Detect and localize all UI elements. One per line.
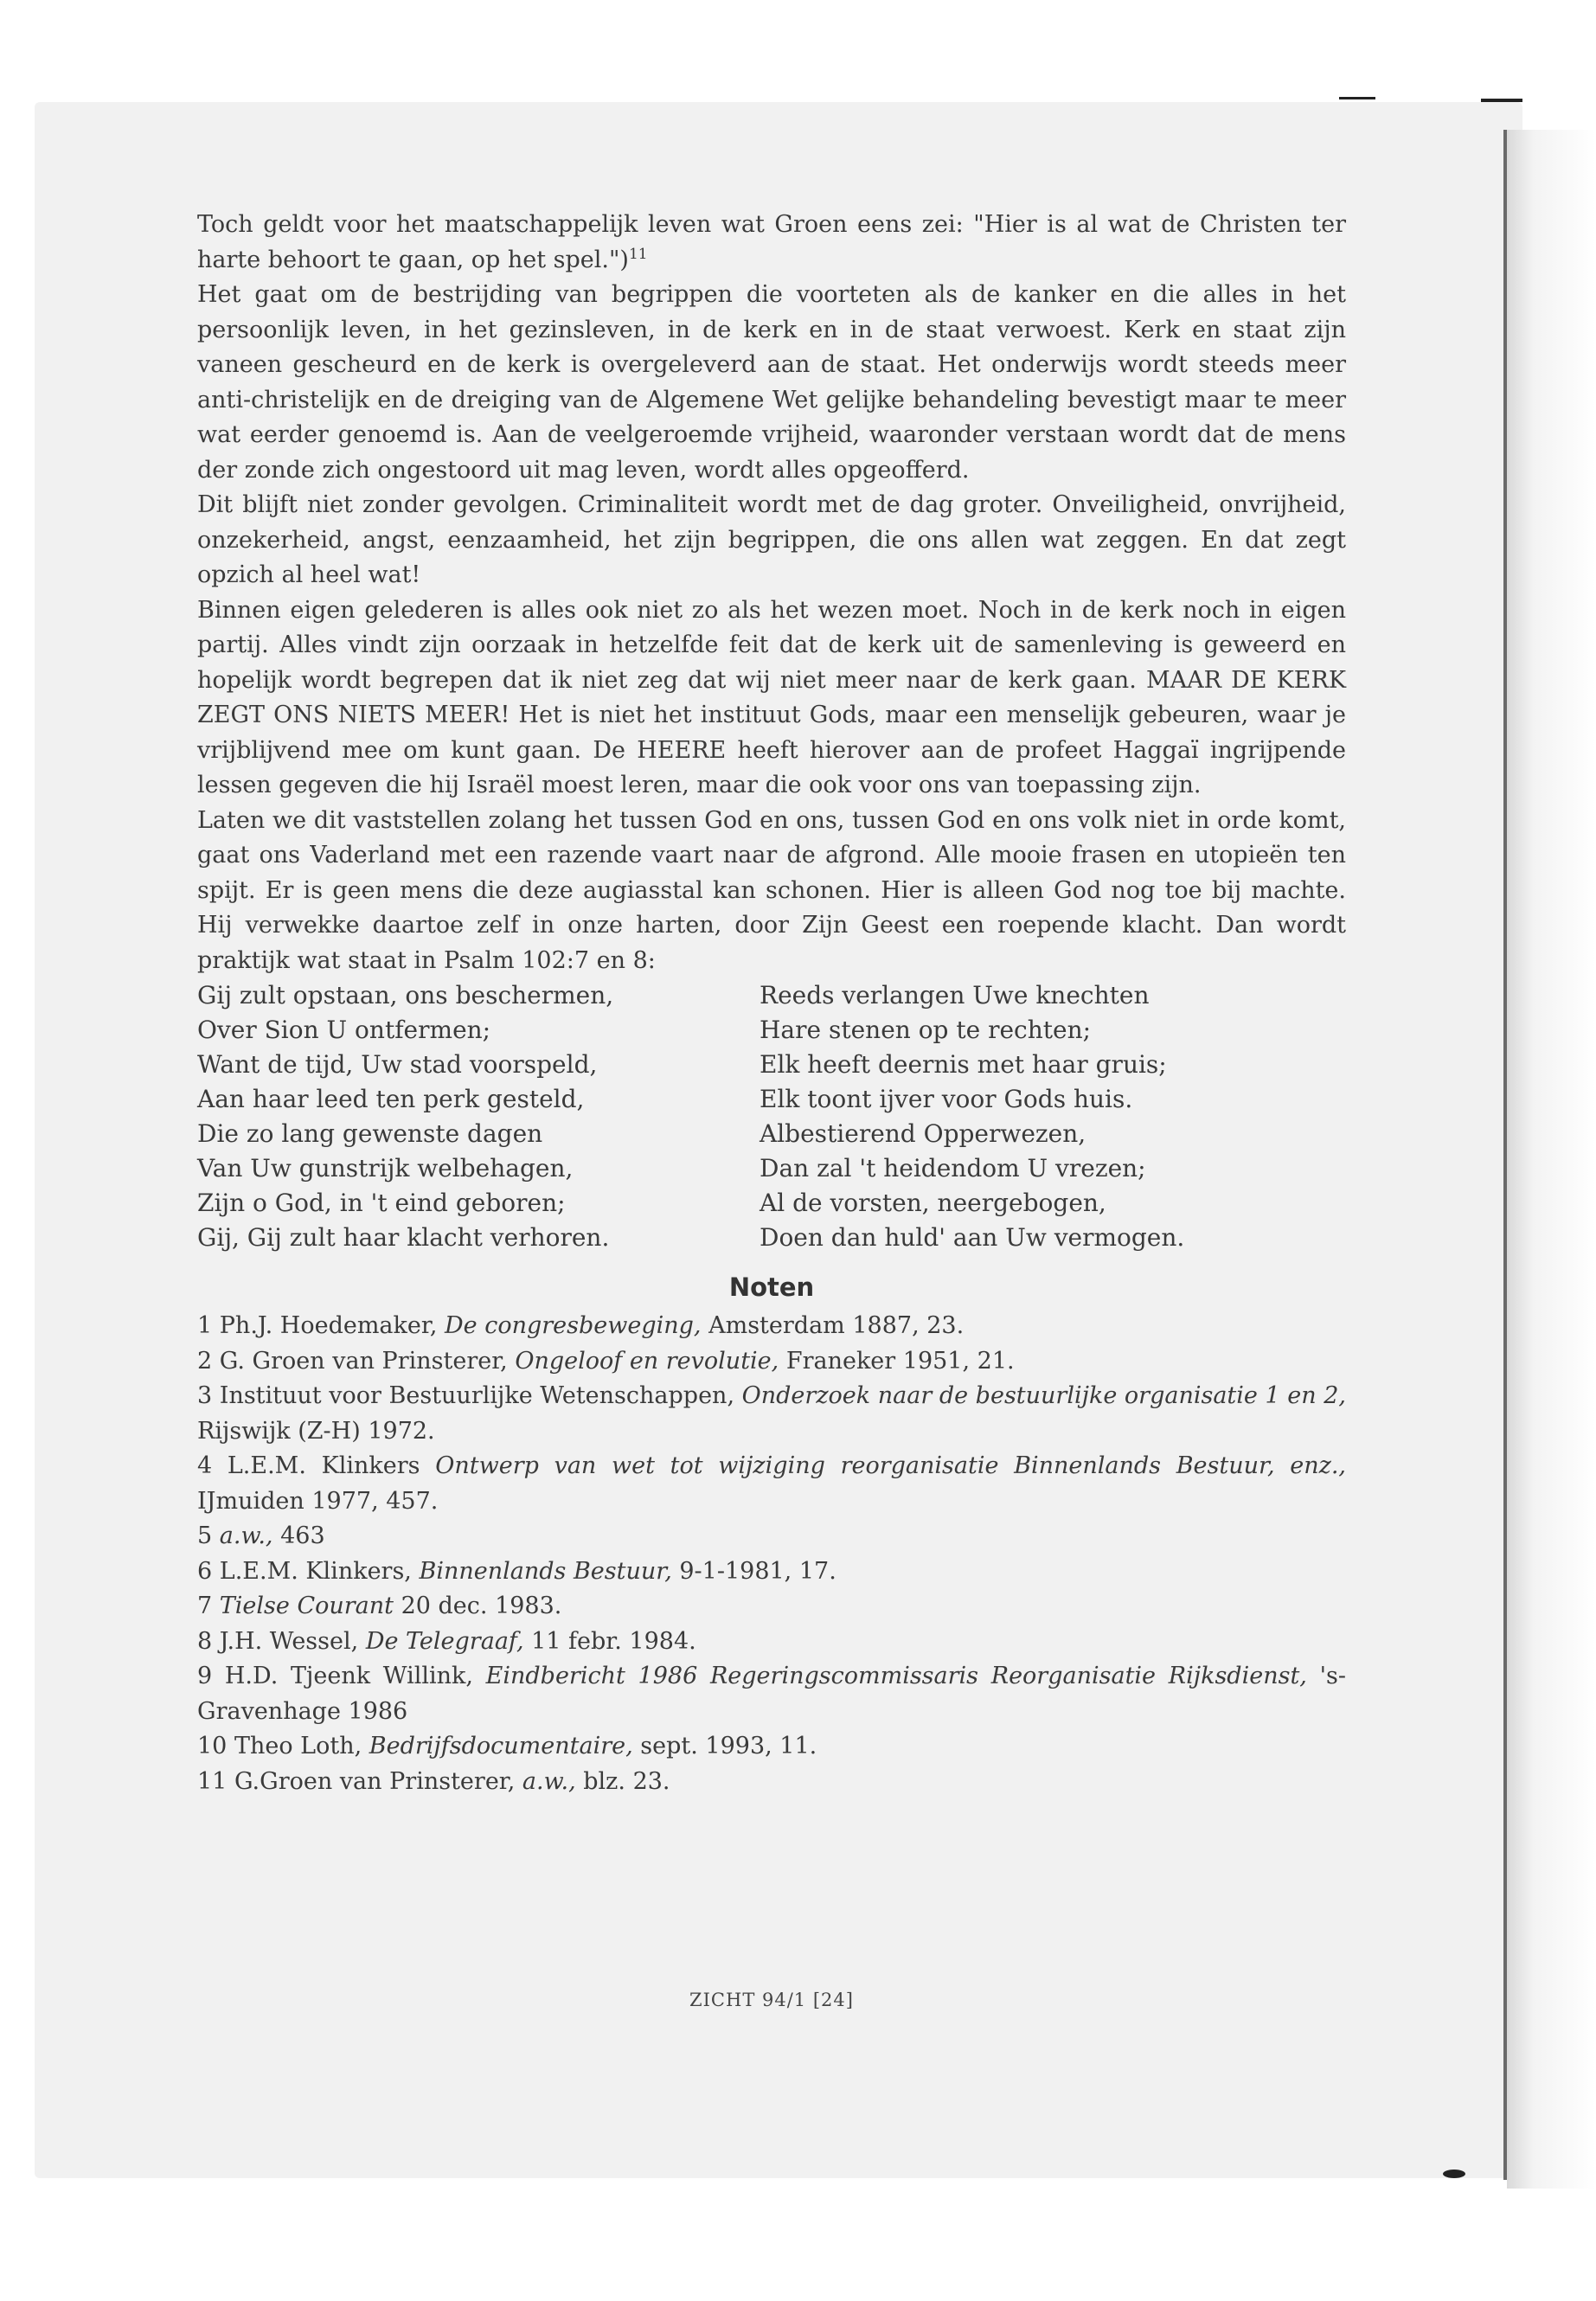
scan-mark bbox=[1443, 2170, 1465, 2178]
verse-line: Albestierend Opperwezen, bbox=[760, 1119, 1086, 1148]
scan-mark bbox=[1481, 99, 1522, 102]
verse-line: Want de tijd, Uw stad voorspeld, bbox=[197, 1050, 598, 1079]
verse-line: Gij, Gij zult haar klacht verhoren. bbox=[197, 1223, 610, 1252]
verse-line: Aan haar leed ten perk gesteld, bbox=[197, 1085, 585, 1113]
verse-line: Al de vorsten, neergebogen, bbox=[760, 1189, 1106, 1217]
verse-line: Doen dan huld' aan Uw vermogen. bbox=[760, 1223, 1185, 1252]
note-item: 8 J.H. Wessel, De Telegraaf, 11 febr. 1984. bbox=[197, 1627, 696, 1655]
footnote-ref: 11 bbox=[628, 245, 648, 263]
verse-line: Dan zal 't heidendom U vrezen; bbox=[760, 1154, 1146, 1183]
verse-column-left bbox=[197, 978, 760, 1255]
verse-line: Elk heeft deernis met haar gruis; bbox=[760, 1050, 1167, 1079]
note-item: 1 Ph.J. Hoedemaker, De congresbeweging, Amsterdam 1887, 23. bbox=[197, 1312, 965, 1339]
verse-line: Van Uw gunstrijk welbehagen, bbox=[197, 1154, 574, 1183]
paragraph: Toch geldt voor het maatschappelijk leven wat Groen eens zei: "Hier is al wat de Christen ter harte behoort te gaan, op het spel.")$^{11}$ bbox=[197, 211, 1346, 273]
note-item: 2 G. Groen van Prinsterer, Ongeloof en revolutie, Franeker 1951, 21. bbox=[197, 1347, 1015, 1375]
scan-mark bbox=[1339, 97, 1375, 99]
notes-heading: Noten bbox=[728, 1272, 815, 1302]
note-item: 11 G.Groen van Prinsterer, a.w., blz. 23. bbox=[197, 1767, 670, 1795]
verse-line: Zijn o God, in 't eind geboren; bbox=[197, 1189, 566, 1217]
verse-line: Over Sion U ontfermen; bbox=[197, 1016, 491, 1044]
paragraph: Binnen eigen gelederen is alles ook niet zo als het wezen moet. Noch in de kerk noch in eigen partij. Alles vindt zijn oorzaak in hetzelfde feit dat de kerk uit de samenleving is geweerd en hopelijk wordt begrepen dat ik niet zeg dat wij niet meer naar de kerk gaan. MAAR DE KERK ZEGT ONS NIETS MEER! Het is niet het instituut Gods, maar een menselijk gebeuren, waar je vrijblijvend mee om kunt gaan. De HEERE heeft hierover aan de profeet Haggaï ingrijpende lessen gegeven die hij Israël moest leren, maar die ook voor ons van toepassing zijn. bbox=[197, 596, 1346, 798]
verse-line: Gij zult opstaan, ons beschermen, bbox=[197, 981, 614, 1009]
psalm-verse bbox=[197, 978, 1346, 1255]
spine-shadow bbox=[1507, 130, 1596, 2189]
note-item: 4 L.E.M. Klinkers Ontwerp van wet tot wijziging reorganisatie Binnenlands Bestuur, enz., IJmuiden 1977, 457. bbox=[197, 1452, 1346, 1515]
paragraph: Dit blijft niet zonder gevolgen. Criminaliteit wordt met de dag groter. Onveiligheid, onvrijheid, onzekerheid, angst, eenzaamheid, het zijn begrippen, die ons allen wat zeggen. En dat zegt opzich al heel wat! bbox=[197, 491, 1346, 588]
verse-line: Die zo lang gewenste dagen bbox=[197, 1119, 543, 1148]
note-item: 5 a.w., 463 bbox=[197, 1522, 325, 1549]
note-item: 10 Theo Loth, Bedrijfsdocumentaire, sept. 1993, 11. bbox=[197, 1733, 817, 1759]
note-item: 3 Instituut voor Bestuurlijke Wetenschappen, Onderzoek naar de bestuurlijke organisatie 1 en 2, Rijswijk (Z-H) 1972. bbox=[197, 1382, 1346, 1445]
note-item: 7 Tielse Courant 20 dec. 1983. bbox=[197, 1593, 562, 1619]
note-item: 9 H.D. Tjeenk Willink, Eindbericht 1986 Regeringscommissaris Reorganisatie Rijksdienst, 's-Gravenhage 1986 bbox=[197, 1663, 1346, 1725]
page-edge-line bbox=[1503, 130, 1507, 2180]
paragraph: Het gaat om de bestrijding van begrippen die voorteten als de kanker en die alles in het persoonlijk leven, in het gezinsleven, in de kerk en in de staat verwoest. Kerk en staat zijn vaneen gescheurd en de kerk is overgeleverd aan de staat. Het onderwijs wordt steeds meer anti-christelijk en de dreiging van de Algemene Wet gelijke behandeling bevestigt maar te meer wat eerder genoemd is. Aan de veelgeroemde vrijheid, waaronder verstaan wordt dat de mens der zonde zich ongestoord uit mag leven, wordt alles opgeofferd. bbox=[197, 281, 1346, 484]
notes-list bbox=[197, 1309, 1346, 1799]
article-body bbox=[197, 208, 1346, 1799]
verse-line: Reeds verlangen Uwe knechten bbox=[760, 981, 1150, 1009]
verse-column-right bbox=[760, 978, 1346, 1255]
paragraph: Laten we dit vaststellen zolang het tussen God en ons, tussen God en ons volk niet in orde komt, gaat ons Vaderland met een razende vaart naar de afgrond. Alle mooie frasen en utopieën ten spijt. Er is geen mens die deze augiasstal kan schonen. Hier is alleen God nog toe bij machte. Hij verwekke daartoe zelf in onze harten, door Zijn Geest een roepende klacht. Dan wordt praktijk wat staat in Psalm 102:7 en 8: bbox=[197, 806, 1346, 974]
verse-line: Hare stenen op te rechten; bbox=[760, 1016, 1092, 1044]
page-footer: ZICHT 94/1 [24] bbox=[689, 1990, 854, 2010]
note-item: 6 L.E.M. Klinkers, Binnenlands Bestuur, 9-1-1981, 17. bbox=[197, 1557, 836, 1585]
verse-line: Elk toont ijver voor Gods huis. bbox=[760, 1085, 1133, 1113]
